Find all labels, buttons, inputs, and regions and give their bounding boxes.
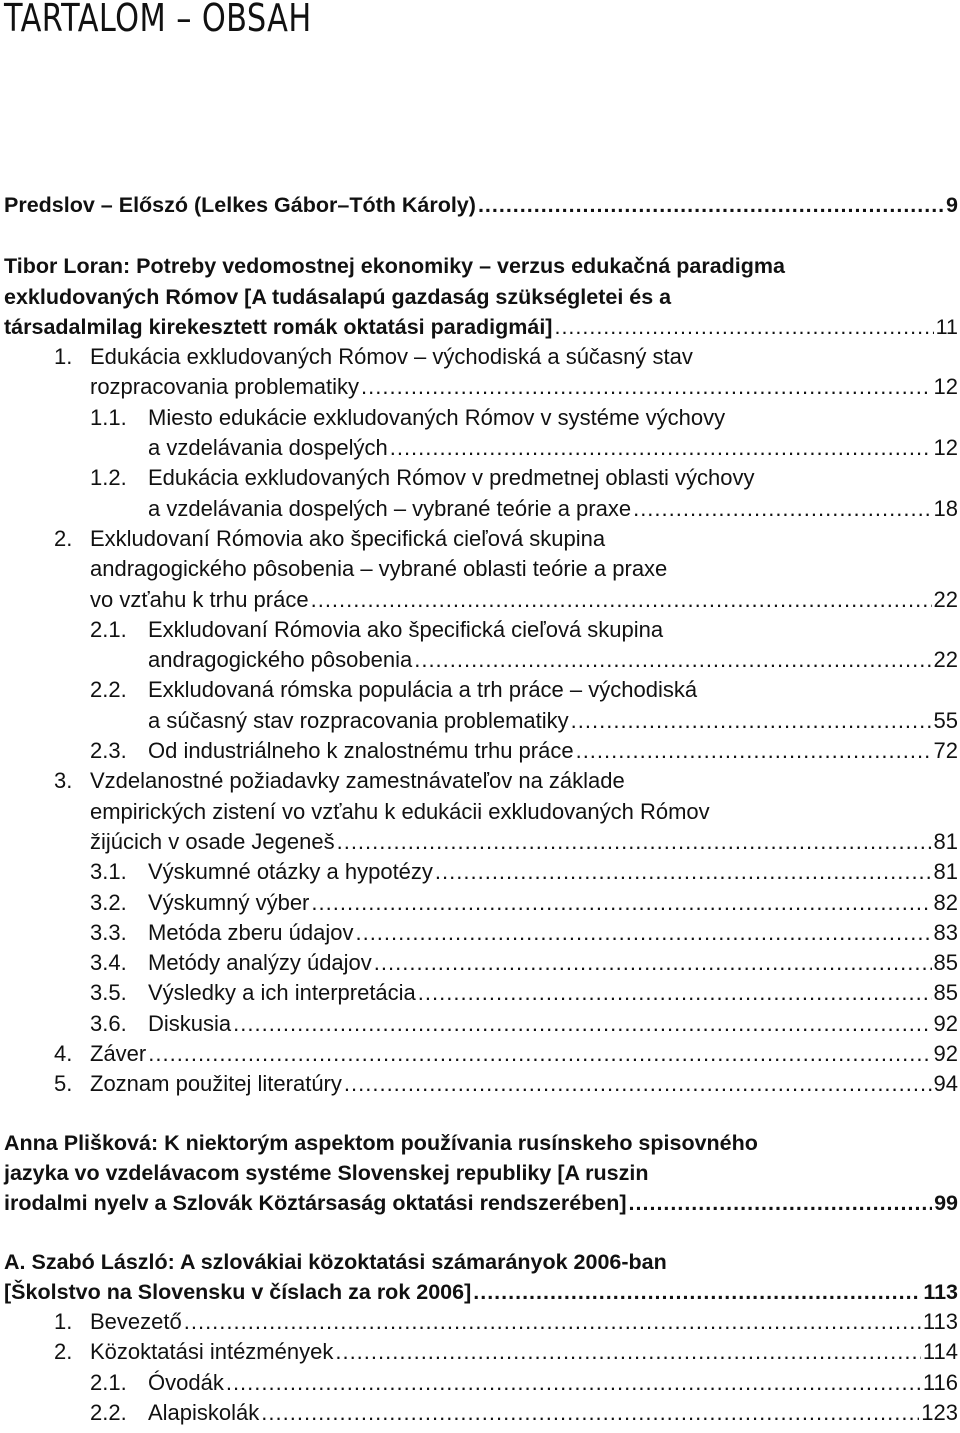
dot-leader — [473, 1277, 921, 1307]
toc-page-number: 113 — [922, 1309, 958, 1335]
toc-entry-section-3-1[interactable] — [0, 857, 958, 887]
toc-entry-section-2-2[interactable] — [0, 706, 958, 736]
toc-page-number: 83 — [933, 919, 958, 945]
toc-entry-section-2-2[interactable] — [0, 675, 958, 705]
toc-entry-section-3-3[interactable] — [0, 918, 958, 948]
toc-page-number: 12 — [933, 374, 958, 400]
toc-entry-chapter-5[interactable] — [0, 1069, 958, 1099]
toc-entry-chapter-3[interactable] — [0, 797, 958, 827]
toc-entry-loran-line[interactable] — [0, 251, 958, 281]
toc-entry-title: Közoktatási intézmények — [90, 1339, 334, 1365]
toc-entry-title: a vzdelávania dospelých — [148, 435, 388, 461]
toc-entry-title: Od industriálneho k znalostnému trhu práce — [148, 738, 574, 764]
toc-entry-chapter-1[interactable] — [0, 342, 958, 372]
dot-leader — [355, 918, 931, 948]
toc-entry-title: Tibor Loran: Potreby vedomostnej ekonomiky – verzus edukačná paradigma — [4, 254, 785, 279]
toc-entry-title: empirických zistení vo vzťahu k edukácii exkludovaných Rómov — [90, 798, 710, 824]
toc-entry-title: Bevezető — [90, 1309, 182, 1335]
toc-entry-title: Miesto edukácie exkludovaných Rómov v systéme výchovy — [148, 404, 726, 430]
toc-entry-chapter-4[interactable] — [0, 1039, 958, 1069]
toc-entry-section-3-6[interactable] — [0, 1009, 958, 1039]
toc-entry-title: Exkludovaní Rómovia ako špecifická cieľová skupina — [148, 616, 664, 642]
toc-entry-title: irodalmi nyelv a Szlovák Köztársaság oktatási rendszerében] — [4, 1191, 627, 1216]
toc-page-number: 9 — [946, 193, 958, 217]
toc-entry-section-3-4[interactable] — [0, 948, 958, 978]
toc-entry-number: 1.2. — [90, 465, 127, 491]
toc-page-number: 92 — [933, 1041, 958, 1067]
toc-entry-title: Exkludovaná rómska populácia a trh práce – východiská — [148, 677, 698, 703]
toc-entry-number: 1. — [54, 344, 73, 370]
toc-entry-section-2-1[interactable] — [0, 645, 958, 675]
toc-entry-number: 4. — [54, 1041, 73, 1067]
page-title: TARTALOM – OBSAH — [4, 0, 312, 40]
dot-leader — [184, 1307, 921, 1337]
toc-entry-chapter-2[interactable] — [0, 585, 958, 615]
dot-leader — [361, 372, 931, 402]
toc-page-number: 85 — [933, 980, 958, 1006]
dot-leader — [571, 706, 932, 736]
toc-entry-szabo-1[interactable] — [0, 1307, 958, 1337]
toc-entry-chapter-2[interactable] — [0, 554, 958, 584]
toc-entry-title: andragogického pôsobenia — [148, 647, 413, 673]
toc-entry-preface[interactable] — [0, 190, 958, 220]
toc-page-number: 12 — [933, 435, 958, 461]
toc-entry-section-1-1[interactable] — [0, 433, 958, 463]
dot-leader — [554, 312, 933, 342]
toc-entry-number: 3. — [54, 768, 73, 794]
dot-leader — [576, 736, 932, 766]
dot-leader — [311, 888, 931, 918]
toc-entry-section-2-1[interactable] — [0, 615, 958, 645]
toc-page-number: 81 — [933, 828, 958, 854]
toc-entry-title: Výskumné otázky a hypotézy — [148, 859, 433, 885]
toc-entry-number: 2.2. — [90, 677, 127, 703]
toc-entry-title: [Školstvo na Slovensku v číslach za rok 2006] — [4, 1279, 472, 1304]
toc-entry-title: vo vzťahu k trhu práce — [90, 586, 309, 612]
toc-entry-title: Výskumný výber — [148, 889, 310, 915]
toc-entry-title: Predslov – Előszó (Lelkes Gábor–Tóth Károly) — [4, 193, 476, 217]
dot-leader — [629, 1188, 933, 1218]
toc-entry-number: 2.1. — [90, 616, 127, 642]
toc-entry-chapter-2[interactable] — [0, 524, 958, 554]
toc-entry-title: Edukácia exkludovaných Rómov – východiská a súčasný stav — [90, 344, 693, 370]
toc-entry-title: Exkludovaní Rómovia ako špecifická cieľová skupina — [90, 525, 606, 551]
toc-entry-number: 5. — [54, 1071, 73, 1097]
toc-entry-title: exkludovaných Rómov [A tudásalapú gazdaság szükségletei és a — [4, 284, 672, 309]
toc-entry-title: Alapiskolák — [148, 1399, 260, 1425]
toc-entry-number: 1. — [54, 1309, 73, 1335]
toc-entry-number: 3.6. — [90, 1010, 127, 1036]
toc-entry-section-2-3[interactable] — [0, 736, 958, 766]
dot-leader — [633, 494, 931, 524]
table-of-contents — [0, 190, 958, 1428]
toc-entry-section-3-2[interactable] — [0, 888, 958, 918]
toc-page-number: 22 — [933, 586, 958, 612]
toc-entry-pliskova[interactable] — [0, 1128, 958, 1158]
toc-page-number: 116 — [922, 1369, 958, 1395]
toc-entry-section-1-2[interactable] — [0, 463, 958, 493]
toc-entry-chapter-3[interactable] — [0, 827, 958, 857]
dot-leader — [414, 645, 931, 675]
toc-page-number: 113 — [923, 1279, 958, 1304]
toc-entry-loran[interactable] — [0, 312, 958, 342]
toc-entry-title: Výsledky a ich interpretácia — [148, 980, 416, 1006]
toc-entry-number: 2.1. — [90, 1369, 127, 1395]
dot-leader — [226, 1368, 921, 1398]
toc-entry-szabo-2-1[interactable] — [0, 1368, 958, 1398]
dot-leader — [478, 190, 944, 220]
toc-entry-title: žijúcich v osade Jegeneš — [90, 828, 335, 854]
toc-entry-pliskova[interactable] — [0, 1158, 958, 1188]
toc-entry-title: Záver — [90, 1041, 147, 1067]
dot-leader — [335, 1337, 921, 1367]
toc-entry-number: 2.3. — [90, 738, 127, 764]
toc-page-number: 18 — [933, 495, 958, 521]
toc-page-number: 85 — [933, 950, 958, 976]
dot-leader — [435, 857, 932, 887]
toc-entry-number: 2. — [54, 1339, 73, 1365]
dot-leader — [311, 585, 932, 615]
toc-entry-section-1-1[interactable] — [0, 403, 958, 433]
toc-page-number: 72 — [933, 738, 958, 764]
toc-entry-title: társadalmilag kirekesztett romák oktatási paradigmái] — [4, 314, 553, 339]
toc-page-number: 81 — [933, 859, 958, 885]
toc-entry-title: Óvodák — [148, 1369, 224, 1395]
toc-entry-title: jazyka vo vzdelávacom systéme Slovenskej republiky [A ruszin — [4, 1160, 649, 1185]
toc-entry-number: 3.1. — [90, 859, 127, 885]
dot-leader — [148, 1039, 931, 1069]
toc-entry-title: Edukácia exkludovaných Rómov v predmetnej oblasti výchovy — [148, 465, 755, 491]
toc-entry-chapter-1[interactable] — [0, 372, 958, 402]
toc-page-number: 55 — [933, 707, 958, 733]
toc-page-number: 99 — [934, 1191, 958, 1216]
dot-leader — [337, 827, 932, 857]
toc-entry-title: rozpracovania problematiky — [90, 374, 360, 400]
dot-leader — [261, 1398, 919, 1428]
toc-page-number: 22 — [933, 647, 958, 673]
toc-entry-number: 3.4. — [90, 950, 127, 976]
toc-entry-title: Vzdelanostné požiadavky zamestnávateľov na základe — [90, 768, 625, 794]
dot-leader — [418, 978, 932, 1008]
toc-entry-szabo[interactable] — [0, 1277, 958, 1307]
toc-page-number: 92 — [933, 1010, 958, 1036]
toc-entry-title: Zoznam použitej literatúry — [90, 1071, 342, 1097]
toc-entry-chapter-3[interactable] — [0, 766, 958, 796]
toc-entry-title: a súčasný stav rozpracovania problematiky — [148, 707, 569, 733]
dot-leader — [233, 1009, 931, 1039]
toc-entry-section-1-2[interactable] — [0, 494, 958, 524]
toc-page-number: 94 — [933, 1071, 958, 1097]
toc-entry-number: 3.5. — [90, 980, 127, 1006]
toc-entry-title: Diskusia — [148, 1010, 232, 1036]
toc-page-number: 82 — [933, 889, 958, 915]
toc-page-number: 123 — [921, 1399, 958, 1425]
toc-entry-title: Anna Plišková: K niektorým aspektom používania rusínskeho spisovného — [4, 1130, 758, 1155]
toc-entry-szabo-2-2[interactable] — [0, 1398, 958, 1428]
toc-page-number: 11 — [935, 314, 958, 339]
toc-entry-section-3-5[interactable] — [0, 978, 958, 1008]
dot-leader — [374, 948, 932, 978]
toc-entry-title: Metódy analýzy údajov — [148, 950, 372, 976]
toc-entry-number: 2. — [54, 525, 73, 551]
toc-entry-pliskova[interactable] — [0, 1188, 958, 1218]
toc-entry-number: 1.1. — [90, 404, 127, 430]
toc-page-number: 114 — [922, 1339, 958, 1365]
toc-entry-szabo[interactable] — [0, 1247, 958, 1277]
toc-entry-number: 3.2. — [90, 889, 127, 915]
toc-entry-title: Metóda zberu údajov — [148, 919, 354, 945]
dot-leader — [390, 433, 932, 463]
toc-entry-title: A. Szabó László: A szlovákiai közoktatási számarányok 2006-ban — [4, 1249, 667, 1274]
toc-entry-loran-line[interactable] — [0, 282, 958, 312]
toc-entry-number: 3.3. — [90, 919, 127, 945]
toc-entry-title: andragogického pôsobenia – vybrané oblasti teórie a praxe — [90, 556, 668, 582]
toc-entry-szabo-2[interactable] — [0, 1337, 958, 1367]
dot-leader — [344, 1069, 932, 1099]
toc-entry-title: a vzdelávania dospelých – vybrané teórie a praxe — [148, 495, 632, 521]
toc-entry-number: 2.2. — [90, 1399, 127, 1425]
